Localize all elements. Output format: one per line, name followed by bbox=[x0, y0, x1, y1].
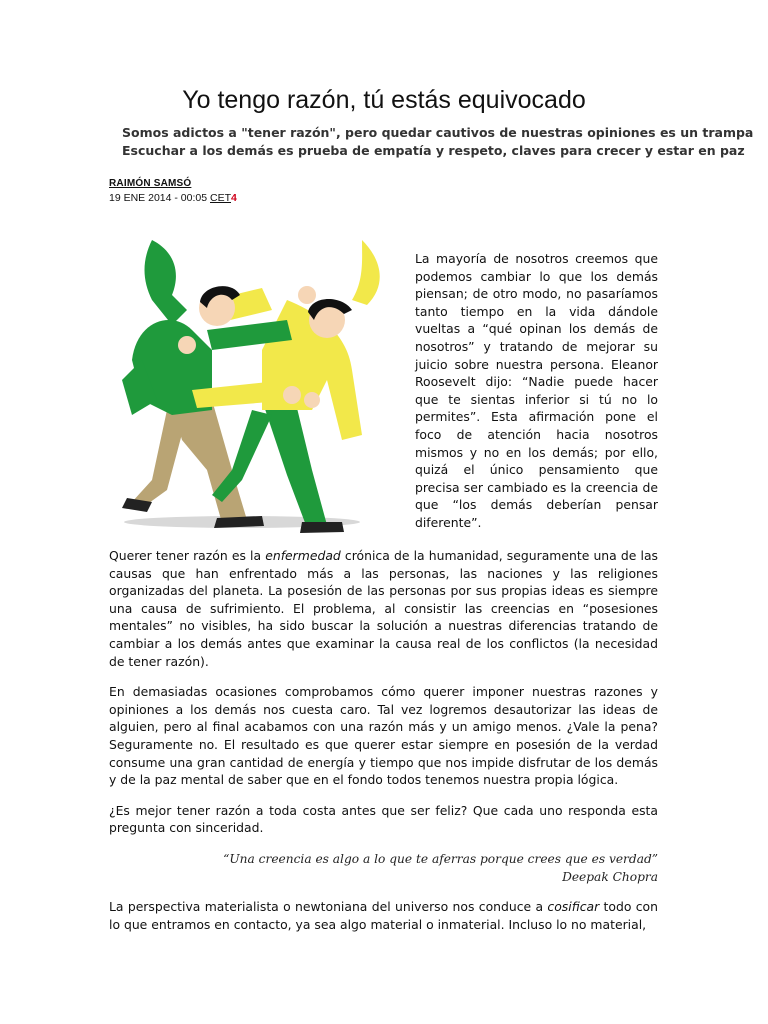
article-body bbox=[109, 547, 658, 946]
byline bbox=[109, 178, 237, 204]
pull-quote bbox=[109, 850, 658, 886]
paragraph-1-start: Querer tener razón es la bbox=[109, 548, 266, 563]
quote-text: “Una creencia es algo a lo que te aferras porque crees que es verdad” bbox=[223, 851, 658, 866]
paragraph-4-start: La perspectiva materialista o newtoniana del universo nos conduce a bbox=[109, 898, 548, 914]
paragraph-1 bbox=[109, 547, 658, 670]
emphasis-enfermedad: enfermedad bbox=[265, 548, 341, 563]
paragraph-1-end: crónica de la humanidad, seguramente una de las causas que han enfrentado más a las personas, las naciones y las religiones organizadas del planeta. La posesión de las personas por sus propias ideas es siempre una causa de sufrimiento. El problema, al consistir las creencias en “posesiones mentales” no visibles, ha sido buscar la solución a nuestras diferencias tratando de cambiar a los demás antes que examinar la causa real de los conflictos (la necesidad de tener razón). bbox=[109, 548, 658, 669]
side-paragraph: La mayoría de nosotros creemos que podemos cambiar lo que los demás piensan; de otro modo, no pasaríamos tanto tiempo en la vida dándole vueltas a “qué opinan los demás de nosotros” y tratando de mejorar su juicio sobre nuestra persona. Eleanor Roosevelt dijo: “Nadie puede hacer que te sientas inferior si tú no lo permites”. Esta afirmación pone el foco de atención hacia nosotros mismos y no en los demás; por ello, quizá el único pensamiento que precisa ser cambiado es la creencia de que “los demás deberían pensar diferente”. bbox=[415, 251, 658, 530]
paragraph-4 bbox=[109, 898, 658, 933]
quote-author: Deepak Chopra bbox=[562, 869, 658, 884]
paragraph-2: En demasiadas ocasiones comprobamos cómo querer imponer nuestras razones y opiniones a los demás nos cuesta caro. Tal vez logremos desautorizar las ideas de alguien, pero al final acabamos con una razón más y un amigo menos. ¿Vale la pena? Seguramente no. El resultado es que querer estar siempre en posesión de la verdad consume una gran cantidad de energía y tiempo que nos impide disfrutar de los demás y de la paz mental de saber que en el fondo todos tenemos nuestra propia lógica. bbox=[109, 684, 658, 788]
date-text: 19 ENE 2014 - 00:05 bbox=[109, 192, 210, 204]
timezone-link[interactable]: CET bbox=[210, 192, 231, 204]
author-link[interactable]: RAIMÓN SAMSÓ bbox=[109, 178, 192, 189]
article-title: Yo tengo razón, tú estás equivocado bbox=[182, 86, 586, 114]
paragraph-3: ¿Es mejor tener razón a toda costa antes que ser feliz? Que cada uno responda esta pregunta con sinceridad. bbox=[109, 802, 658, 836]
emphasis-cosificar: cosificar bbox=[547, 898, 600, 914]
subtitle-line-2: Escuchar a los demás es prueba de empatía y respeto, claves para crecer y estar en paz bbox=[122, 143, 745, 158]
subtitle-line-1: Somos adictos a "tener razón", pero quedar cautivos de nuestras opiniones es un trampa bbox=[122, 125, 754, 140]
timezone-suffix: 4 bbox=[231, 192, 237, 204]
article-subtitle bbox=[122, 124, 754, 160]
publish-date bbox=[109, 192, 237, 204]
paragraph-4-end: todo con lo que entramos en contacto, ya sea algo material o inmaterial. Incluso lo no material, bbox=[109, 898, 658, 932]
two-men-arguing-illustration bbox=[112, 240, 402, 540]
